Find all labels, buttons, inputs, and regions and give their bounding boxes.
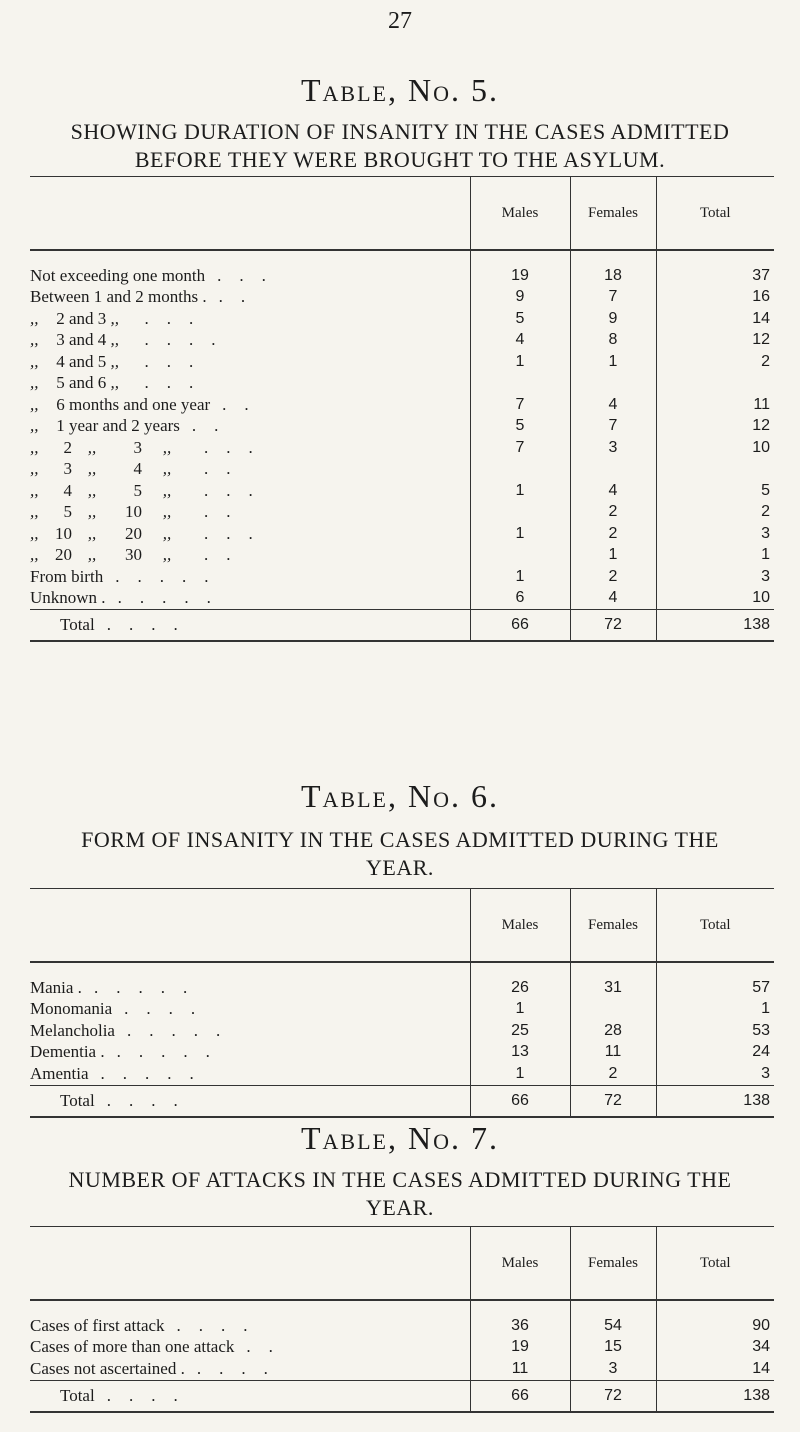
table-6-header-males: Males bbox=[470, 889, 570, 963]
table-row: Mania . ..... 26 31 57 bbox=[30, 977, 774, 999]
ditto-mark: ,, bbox=[162, 523, 172, 543]
table-row: Between 1 and 2 months . .. 9 7 16 bbox=[30, 287, 774, 309]
cell-males: 26 bbox=[470, 977, 570, 999]
ditto-mark: ,, bbox=[162, 480, 172, 500]
total-label: Total bbox=[60, 1090, 95, 1110]
table-6-subtitle bbox=[20, 826, 780, 882]
cell-total: 24 bbox=[656, 1042, 774, 1064]
cell-total: 2 bbox=[656, 351, 774, 373]
cell-total: 34 bbox=[656, 1337, 774, 1359]
cell-females: 28 bbox=[570, 1020, 656, 1042]
total-row: Total .... 66 72 138 bbox=[30, 1085, 774, 1117]
total-females: 72 bbox=[570, 1380, 656, 1412]
table-6-header-blank bbox=[30, 889, 470, 963]
cell-total: 1 bbox=[656, 999, 774, 1021]
cell-males bbox=[470, 545, 570, 567]
table-7-header-females: Females bbox=[570, 1227, 656, 1301]
table-row: ,, 2 ,, 3 ,, ... 7 3 10 bbox=[30, 437, 774, 459]
cell-males: 1 bbox=[470, 480, 570, 502]
cell-males: 7 bbox=[470, 394, 570, 416]
total-females: 72 bbox=[570, 610, 656, 642]
range-start: 5 bbox=[63, 502, 72, 522]
cell-females: 2 bbox=[570, 1063, 656, 1085]
row-label: 5 and 6 bbox=[56, 373, 107, 393]
cell-total: 53 bbox=[656, 1020, 774, 1042]
table-5-subtitle-line1: SHOWING DURATION OF INSANITY IN THE CASES ADMITTED bbox=[70, 119, 730, 144]
cell-total: 3 bbox=[656, 1063, 774, 1085]
table-row: Amentia ..... 1 2 3 bbox=[30, 1063, 774, 1085]
table-5-header-blank bbox=[30, 177, 470, 251]
cell-females: 54 bbox=[570, 1315, 656, 1337]
cell-males: 13 bbox=[470, 1042, 570, 1064]
cell-females: 3 bbox=[570, 1358, 656, 1380]
total-row: Total .... 66 72 138 bbox=[30, 1380, 774, 1412]
table-6-header-females: Females bbox=[570, 889, 656, 963]
cell-males bbox=[470, 459, 570, 481]
total-total: 138 bbox=[656, 1380, 774, 1412]
cell-total: 3 bbox=[656, 566, 774, 588]
cell-males: 36 bbox=[470, 1315, 570, 1337]
table-5-header-males: Males bbox=[470, 177, 570, 251]
cell-males: 1 bbox=[470, 566, 570, 588]
cell-males: 19 bbox=[470, 1337, 570, 1359]
table-7-header-males: Males bbox=[470, 1227, 570, 1301]
range-start: 3 bbox=[63, 459, 72, 479]
cell-total bbox=[656, 373, 774, 395]
cell-females: 8 bbox=[570, 330, 656, 352]
table-5-header-row bbox=[30, 177, 774, 251]
total-total: 138 bbox=[656, 610, 774, 642]
ditto-mark: ,, bbox=[30, 394, 39, 414]
table-row: ,, 20 ,, 30 ,, .. 1 1 bbox=[30, 545, 774, 567]
cell-females: 31 bbox=[570, 977, 656, 999]
cell-females: 15 bbox=[570, 1337, 656, 1359]
cell-females: 9 bbox=[570, 308, 656, 330]
cell-total: 37 bbox=[656, 265, 774, 287]
table-5-title: Table, No. 5. bbox=[301, 72, 499, 108]
cell-total: 12 bbox=[656, 416, 774, 438]
table-6-subtitle-line2: YEAR. bbox=[366, 855, 434, 880]
total-total: 138 bbox=[656, 1085, 774, 1117]
ditto-mark: ,, bbox=[162, 459, 172, 479]
total-label: Total bbox=[60, 1385, 95, 1405]
cell-males bbox=[470, 373, 570, 395]
ditto-mark: ,, bbox=[87, 545, 97, 565]
row-label: Amentia bbox=[30, 1063, 89, 1083]
range-start: 2 bbox=[63, 437, 72, 457]
cell-females: 1 bbox=[570, 545, 656, 567]
cell-total: 11 bbox=[656, 394, 774, 416]
total-males: 66 bbox=[470, 1085, 570, 1117]
row-label: From birth bbox=[30, 566, 104, 586]
cell-males: 19 bbox=[470, 265, 570, 287]
row-label: Melancholia bbox=[30, 1020, 115, 1040]
table-7-subtitle-line1: NUMBER OF ATTACKS IN THE CASES ADMITTED DURING THE bbox=[68, 1167, 732, 1192]
table-row: Cases of more than one attack .. 19 15 34 bbox=[30, 1337, 774, 1359]
table-row: Cases not ascertained . .... 11 3 14 bbox=[30, 1358, 774, 1380]
cell-males: 1 bbox=[470, 999, 570, 1021]
cell-total: 57 bbox=[656, 977, 774, 999]
row-label: 1 year and 2 years bbox=[56, 416, 180, 436]
table-row: ,, 1 year and 2 years .. 5 7 12 bbox=[30, 416, 774, 438]
ditto-mark: ,, bbox=[30, 459, 39, 479]
total-females: 72 bbox=[570, 1085, 656, 1117]
table-row: ,, 5 ,, 10 ,, .. 2 2 bbox=[30, 502, 774, 524]
table-row: ,, 3 ,, 4 ,, .. bbox=[30, 459, 774, 481]
cell-total: 10 bbox=[656, 437, 774, 459]
table-row: ,, 10 ,, 20 ,, ... 1 2 3 bbox=[30, 523, 774, 545]
table-row: ,, 4 ,, 5 ,, ... 1 4 5 bbox=[30, 480, 774, 502]
cell-males: 1 bbox=[470, 1063, 570, 1085]
table-7-header-blank bbox=[30, 1227, 470, 1301]
cell-total: 16 bbox=[656, 287, 774, 309]
ditto-mark: ,, bbox=[87, 459, 97, 479]
ditto-mark: ,, bbox=[30, 373, 39, 393]
cell-females: 2 bbox=[570, 523, 656, 545]
table-row: ,, 3 and 4 ,, .... 4 8 12 bbox=[30, 330, 774, 352]
cell-males: 9 bbox=[470, 287, 570, 309]
row-label: Unknown . bbox=[30, 588, 106, 608]
cell-total: 14 bbox=[656, 308, 774, 330]
range-end: 4 bbox=[133, 459, 142, 479]
cell-total: 2 bbox=[656, 502, 774, 524]
cell-females bbox=[570, 373, 656, 395]
table-row: Unknown . ..... 6 4 10 bbox=[30, 588, 774, 610]
range-end: 10 bbox=[125, 502, 142, 522]
row-label: Cases of more than one attack bbox=[30, 1337, 235, 1357]
ditto-mark: ,, bbox=[87, 480, 97, 500]
table-6-header-row bbox=[30, 889, 774, 963]
ditto-mark: ,, bbox=[110, 373, 120, 393]
table-row: ,, 6 months and one year .. 7 4 11 bbox=[30, 394, 774, 416]
cell-males bbox=[470, 502, 570, 524]
cell-females: 3 bbox=[570, 437, 656, 459]
ditto-mark: ,, bbox=[30, 416, 39, 436]
row-label: Between 1 and 2 months . bbox=[30, 287, 207, 307]
cell-females: 2 bbox=[570, 566, 656, 588]
cell-males: 6 bbox=[470, 588, 570, 610]
ditto-mark: ,, bbox=[30, 480, 39, 500]
table-row: ,, 5 and 6 ,, ... bbox=[30, 373, 774, 395]
cell-males: 5 bbox=[470, 416, 570, 438]
cell-males: 11 bbox=[470, 1358, 570, 1380]
table-row: Dementia . ..... 13 11 24 bbox=[30, 1042, 774, 1064]
ditto-mark: ,, bbox=[30, 502, 39, 522]
cell-males: 4 bbox=[470, 330, 570, 352]
cell-total: 12 bbox=[656, 330, 774, 352]
cell-total bbox=[656, 459, 774, 481]
cell-females: 7 bbox=[570, 287, 656, 309]
range-end: 30 bbox=[125, 545, 142, 565]
cell-total: 1 bbox=[656, 545, 774, 567]
cell-females: 4 bbox=[570, 480, 656, 502]
total-label: Total bbox=[60, 615, 95, 634]
row-label: Cases not ascertained . bbox=[30, 1358, 185, 1378]
row-label: 6 months and one year bbox=[56, 394, 211, 414]
cell-females: 4 bbox=[570, 588, 656, 610]
row-label: Cases of first attack bbox=[30, 1315, 165, 1335]
row-label: Dementia . bbox=[30, 1042, 105, 1062]
table-5-header-females: Females bbox=[570, 177, 656, 251]
table-row: Melancholia ..... 25 28 53 bbox=[30, 1020, 774, 1042]
cell-females: 1 bbox=[570, 351, 656, 373]
table-row: Cases of first attack .... 36 54 90 bbox=[30, 1315, 774, 1337]
ditto-mark: ,, bbox=[30, 308, 39, 328]
range-end: 20 bbox=[125, 523, 142, 543]
table-7-subtitle bbox=[20, 1166, 780, 1222]
table-7 bbox=[30, 1226, 774, 1413]
ditto-mark: ,, bbox=[110, 351, 120, 371]
cell-males: 7 bbox=[470, 437, 570, 459]
range-end: 5 bbox=[133, 480, 142, 500]
table-6 bbox=[30, 888, 774, 1118]
ditto-mark: ,, bbox=[30, 330, 39, 350]
range-start: 4 bbox=[63, 480, 72, 500]
cell-females: 18 bbox=[570, 265, 656, 287]
ditto-mark: ,, bbox=[110, 308, 120, 328]
range-start: 10 bbox=[55, 523, 72, 543]
ditto-mark: ,, bbox=[30, 351, 39, 371]
cell-total: 90 bbox=[656, 1315, 774, 1337]
cell-total: 14 bbox=[656, 1358, 774, 1380]
ditto-mark: ,, bbox=[110, 330, 120, 350]
table-row: Not exceeding one month ... 19 18 37 bbox=[30, 265, 774, 287]
ditto-mark: ,, bbox=[87, 502, 97, 522]
ditto-mark: ,, bbox=[30, 437, 39, 457]
table-5-subtitle bbox=[20, 118, 780, 174]
table-7-subtitle-line2: YEAR. bbox=[366, 1195, 434, 1220]
table-7-header-row bbox=[30, 1227, 774, 1301]
table-row: ,, 2 and 3 ,, ... 5 9 14 bbox=[30, 308, 774, 330]
ditto-mark: ,, bbox=[30, 545, 39, 565]
total-row: Total .... 66 72 138 bbox=[30, 610, 774, 642]
ditto-mark: ,, bbox=[87, 523, 97, 543]
row-label: Not exceeding one month bbox=[30, 265, 206, 285]
cell-males: 25 bbox=[470, 1020, 570, 1042]
total-males: 66 bbox=[470, 1380, 570, 1412]
cell-males: 1 bbox=[470, 351, 570, 373]
table-5-header-total: Total bbox=[656, 177, 774, 251]
table-row: Monomania .... 1 1 bbox=[30, 999, 774, 1021]
cell-females bbox=[570, 999, 656, 1021]
table-6-header-total: Total bbox=[656, 889, 774, 963]
cell-females: 11 bbox=[570, 1042, 656, 1064]
range-start: 20 bbox=[55, 545, 72, 565]
ditto-mark: ,, bbox=[87, 437, 97, 457]
table-6-subtitle-line1: FORM OF INSANITY IN THE CASES ADMITTED DURING THE bbox=[81, 827, 719, 852]
cell-females: 4 bbox=[570, 394, 656, 416]
cell-males: 1 bbox=[470, 523, 570, 545]
ditto-mark: ,, bbox=[30, 523, 39, 543]
cell-total: 3 bbox=[656, 523, 774, 545]
cell-females: 2 bbox=[570, 502, 656, 524]
row-label: Mania . bbox=[30, 977, 82, 997]
cell-females: 7 bbox=[570, 416, 656, 438]
cell-males: 5 bbox=[470, 308, 570, 330]
row-label: 4 and 5 bbox=[56, 351, 107, 371]
cell-females bbox=[570, 459, 656, 481]
table-5-subtitle-line2: BEFORE THEY WERE BROUGHT TO THE ASYLUM. bbox=[134, 147, 666, 172]
total-males: 66 bbox=[470, 610, 570, 642]
row-label: Monomania bbox=[30, 999, 113, 1019]
row-label: 3 and 4 bbox=[56, 330, 107, 350]
table-6-title: Table, No. 6. bbox=[301, 778, 499, 814]
table-5 bbox=[30, 176, 774, 642]
table-row: ,, 4 and 5 ,, ... 1 1 2 bbox=[30, 351, 774, 373]
page-number: 27 bbox=[388, 8, 412, 34]
ditto-mark: ,, bbox=[162, 502, 172, 522]
table-7-header-total: Total bbox=[656, 1227, 774, 1301]
range-end: 3 bbox=[133, 437, 142, 457]
cell-total: 5 bbox=[656, 480, 774, 502]
table-row: From birth ..... 1 2 3 bbox=[30, 566, 774, 588]
row-label: 2 and 3 bbox=[56, 308, 107, 328]
cell-total: 10 bbox=[656, 588, 774, 610]
ditto-mark: ,, bbox=[162, 545, 172, 565]
ditto-mark: ,, bbox=[162, 437, 172, 457]
table-7-title: Table, No. 7. bbox=[301, 1120, 499, 1156]
